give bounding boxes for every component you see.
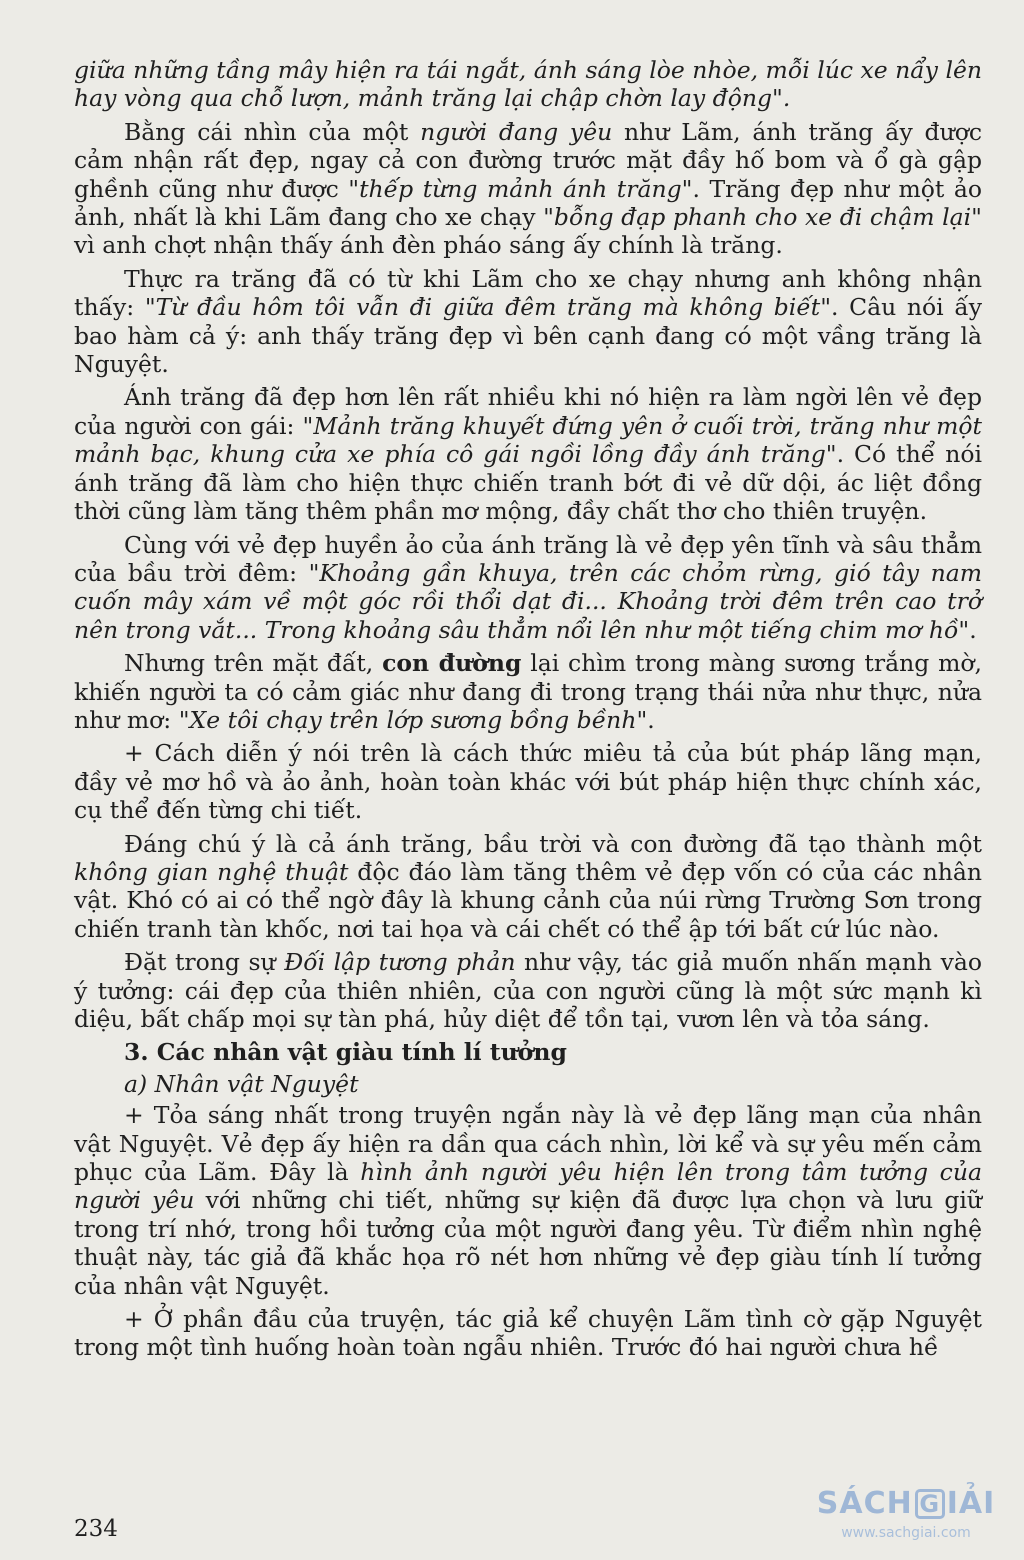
text-run: con đường <box>382 649 522 678</box>
text-run: . Có thể nói ánh trăng đã làm cho hiện thực chiến tranh bớt đi vẻ dữ dội, ác liệt đồng thời cũng làm tăng thêm phần mơ mộng, đầy chất thơ cho thiên truyện. <box>74 440 982 526</box>
body-paragraph <box>74 649 982 734</box>
text-run: Ánh trăng đã đẹp hơn lên rất nhiều khi nó hiện ra làm ngời lên vẻ đẹp của người con gái: <box>74 383 982 440</box>
continued-paragraph <box>74 56 982 113</box>
text-run: "Từ đầu hôm tôi vẫn đi giữa đêm trăng mà không biết" <box>144 293 832 322</box>
text-run: "Mảnh trăng khuyết đứng yên ở cuối trời, trăng như một mảnh bạc, khung cửa xe phía cô gái ngồi lồng đầy ánh trăng" <box>74 411 982 469</box>
watermark-brand-left: SÁCH <box>816 1486 913 1521</box>
body-paragraph <box>74 830 982 944</box>
text-run: lại chìm trong màng sương trắng mờ, khiến người ta có cảm giác như đang đi trong trạng thái nửa như thực, nửa như mơ: <box>74 649 982 734</box>
body-paragraph <box>74 118 982 260</box>
body-paragraph <box>74 948 982 1033</box>
text-run: Đáng chú ý là cả ánh trăng, bầu trời và con đường đã tạo thành một <box>124 829 982 858</box>
watermark-url: www.sachgiai.com <box>841 1525 971 1541</box>
text-run: . Câu nói ấy bao hàm cả ý: anh thấy trăng đẹp vì bên cạnh đang có một vầng trăng là Nguyệt. <box>74 293 983 379</box>
text-run: vì anh chợt nhận thấy ánh đèn pháo sáng ấy chính là trăng. <box>74 231 783 260</box>
text-run: "thếp từng mảnh ánh trăng" <box>348 174 693 203</box>
text-run: a) Nhân vật Nguyệt <box>124 1069 359 1098</box>
text-run: "Khoảng gần khuya, trên các chỏm rừng, gió tây nam cuốn mây xám về một góc rồi thổi dạt đi... Khoảng trời đêm trên cao trở nên trong vắt... Trong khoảng sâu thẳm nổi lên như một tiếng chim mơ hồ" <box>74 558 983 644</box>
text-run: như vậy, tác giả muốn nhấn mạnh vào ý tưởng: cái đẹp của thiên nhiên, của con người cũng là một sức mạnh kì diệu, bất chấp mọi sự tàn phá, hủy diệt để tồn tại, vươn lên và tỏa sáng. <box>74 948 983 1033</box>
text-run: + Tỏa sáng nhất trong truyện ngắn này là vẻ đẹp lãng mạn của nhân vật Nguyệt. Vẻ đẹp ấy hiện ra dần qua cách nhìn, lời kể và sự yêu mến cảm phục của Lãm. Đây là <box>74 1101 982 1187</box>
text-run: Đối lập tương phản <box>284 948 516 977</box>
body-paragraph <box>74 739 982 824</box>
text-run: không gian nghệ thuật <box>74 857 349 886</box>
body-paragraph <box>74 531 982 645</box>
text-run: + Cách diễn ý nói trên là cách thức miêu tả của bút pháp lãng mạn, đầy vẻ mơ hồ và ảo ảnh, hoàn toàn khác với bút pháp hiện thực chính xác, cụ thể đến từng chi tiết. <box>74 739 982 825</box>
text-run: "bỗng đạp phanh cho xe đi chậm lại" <box>543 203 982 232</box>
text-run: Bằng cái nhìn của một <box>124 117 421 146</box>
text-run: Đặt trong sự <box>124 948 285 977</box>
text-run: độc đáo làm tăng thêm vẻ đẹp vốn có của các nhân vật. Khó có ai có thể ngờ đây là khung cảnh của núi rừng Trường Sơn trong chiến tranh tàn khốc, nơi tai họa và cái chết có thể ập tới bất cứ lúc nào. <box>74 857 982 943</box>
text-run: . Trăng đẹp như một ảo ảnh, nhất là khi Lãm đang cho xe chạy <box>74 174 983 232</box>
text-run: + Ở phần đầu của truyện, tác giả kể chuyện Lãm tình cờ gặp Nguyệt trong một tình huống hoàn toàn ngẫu nhiên. Trước đó hai người chưa hề <box>74 1305 982 1362</box>
text-run: hình ảnh người yêu hiện lên trong tâm tưởng của người yêu <box>74 1158 982 1215</box>
text-run: với những chi tiết, những sự kiện đã được lựa chọn và lưu giữ trong trí nhớ, trong hồi tưởng của một người đang yêu. Từ điểm nhìn nghệ thuật này, tác giả đã khắc họa rõ nét hơn những vẻ đẹp giàu tính lí tưởng của nhân vật Nguyệt. <box>74 1186 983 1300</box>
text-run: Thực ra trăng đã có từ khi Lãm cho xe chạy nhưng anh không nhận thấy: <box>74 264 982 322</box>
sachgiai-watermark <box>796 1486 1016 1541</box>
text-run: như Lãm, ánh trăng ấy được cảm nhận rất đẹp, ngay cả con đường trước mặt đầy hố bom và ổ gà gập ghềnh cũng như được <box>74 117 983 203</box>
subsection-heading <box>74 1070 982 1098</box>
body-paragraph <box>74 265 982 379</box>
text-run: 3. Các nhân vật giàu tính lí tưởng <box>124 1038 567 1067</box>
watermark-logo <box>796 1486 1016 1521</box>
body-paragraph <box>74 1101 982 1300</box>
page-number: 234 <box>74 1516 118 1542</box>
page-body <box>74 56 982 1367</box>
text-run: người đang yêu <box>420 117 613 146</box>
body-paragraph <box>74 1305 982 1362</box>
section-heading <box>74 1038 982 1066</box>
text-run: Nhưng trên mặt đất, <box>124 649 383 678</box>
text-run: . <box>969 615 977 644</box>
text-run: . <box>647 705 655 734</box>
text-run: giữa những tầng mây hiện ra tái ngắt, ánh sáng lòe nhòe, mỗi lúc xe nẩy lên hay vòng qua chỗ lượn, mảnh trăng lại chập chờn lay động". <box>74 56 982 113</box>
body-paragraph <box>74 383 982 525</box>
text-run: Cùng với vẻ đẹp huyền ảo của ánh trăng là vẻ đẹp yên tĩnh và sâu thẳm của bầu trời đêm: <box>74 530 982 587</box>
watermark-brand-mid: G <box>915 1489 945 1519</box>
watermark-brand-right: IẢI <box>946 1486 996 1521</box>
text-run: "Xe tôi chạy trên lớp sương bồng bềnh" <box>178 705 648 734</box>
